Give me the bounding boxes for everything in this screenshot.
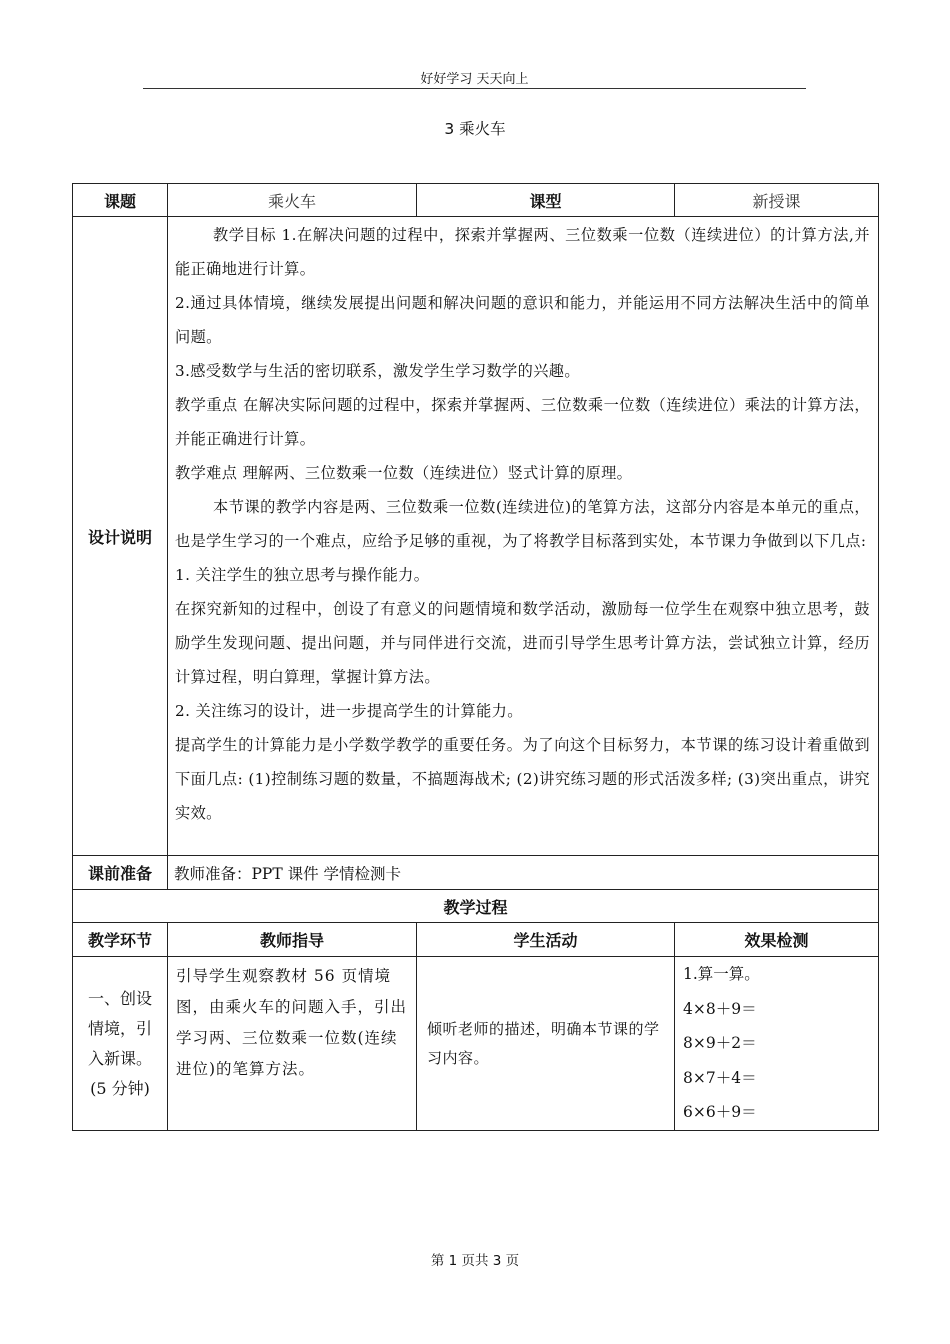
info-row [73,184,879,217]
check-item: 1.算一算。 [683,965,760,983]
design-row [73,217,879,856]
check-item: 6×6＋9＝ [683,1103,757,1121]
design-paragraph: 2.通过具体情境，继续发展提出问题和解决问题的意识和能力，并能运用不同方法解决生活中的简单问题。 [175,294,870,346]
design-paragraph: 在探究新知的过程中，创设了有意义的问题情境和数学活动，激励每一位学生在观察中独立思考，鼓励学生发现问题、提出问题，并与同伴进行交流，进而引导学生思考计算方法，尝试独立计算，经历计算过程，明白算理，掌握计算方法。 [175,600,870,686]
topic-value: 乘火车 [168,184,417,217]
page-footer: 第 1 页共 3 页 [430,1253,520,1269]
header-teacher-guide: 教师指导 [168,923,417,957]
topic-label: 课题 [73,184,168,217]
stage-cell [73,957,168,1131]
design-paragraph: 教学重点 在解决实际问题的过程中，探索并掌握两、三位数乘一位数（连续进位）乘法的计算方法，并能正确进行计算。 [175,396,870,448]
process-row [73,957,879,1131]
process-title-row [73,890,879,923]
design-paragraph: 本节课的教学内容是两、三位数乘一位数(连续进位)的笔算方法，这部分内容是本单元的重点，也是学生学习的一个难点，应给予足够的重视，为了将教学目标落到实处，本节课力争做到以下几点: [175,498,870,550]
design-label: 设计说明 [73,217,168,856]
lesson-plan-table [72,183,879,1131]
prep-row [73,856,879,890]
header-effect-check: 效果检测 [675,923,879,957]
type-value: 新授课 [675,184,879,217]
stage-line: (5 分钟) [90,1078,150,1098]
header-stage: 教学环节 [73,923,168,957]
design-paragraph: 2. 关注练习的设计，进一步提高学生的计算能力。 [175,702,523,720]
effect-check-cell [675,957,879,1131]
header-rule [143,88,806,89]
design-paragraph: 3.感受数学与生活的密切联系，激发学生学习数学的兴趣。 [175,362,580,380]
design-content [168,217,879,856]
header-student-activity: 学生活动 [417,923,675,957]
stage-line: 情境，引 [87,1018,152,1038]
design-paragraph: 提高学生的计算能力是小学数学教学的重要任务。为了向这个目标努力，本节课的练习设计着重做到下面几点: (1)控制练习题的数量，不搞题海战术; (2)讲究练习题的形式活泼多样; (3)突出重点，讲究实效。 [175,736,870,822]
design-paragraph: 教学目标 1.在解决问题的过程中，探索并掌握两、三位数乘一位数（连续进位）的计算方法,并能正确地进行计算。 [175,226,870,278]
prep-label: 课前准备 [73,856,168,890]
prep-value: 教师准备：PPT 课件 学情检测卡 [168,856,879,890]
check-item: 8×9＋2＝ [683,1034,757,1052]
page-header: 好好学习 天天向上 [420,72,529,87]
document-title: 3 乘火车 [444,120,506,138]
check-item: 8×7＋4＝ [683,1068,757,1087]
stage-line: 入新课。 [87,1048,152,1068]
check-item: 4×8＋9＝ [683,999,757,1018]
process-header-row [73,923,879,957]
type-label: 课型 [417,184,675,217]
process-title: 教学过程 [73,890,879,923]
design-paragraph: 教学难点 理解两、三位数乘一位数（连续进位）竖式计算的原理。 [175,464,633,482]
design-paragraph: 1. 关注学生的独立思考与操作能力。 [175,566,430,584]
stage-line: 一、创设 [87,988,152,1008]
student-activity-cell: 倾听老师的描述，明确本节课的学习内容。 [417,957,675,1131]
teacher-guide-cell: 引导学生观察教材 56 页情境图，由乘火车的问题入手，引出学习两、三位数乘一位数(连续进位)的笔算方法。 [168,957,417,1131]
